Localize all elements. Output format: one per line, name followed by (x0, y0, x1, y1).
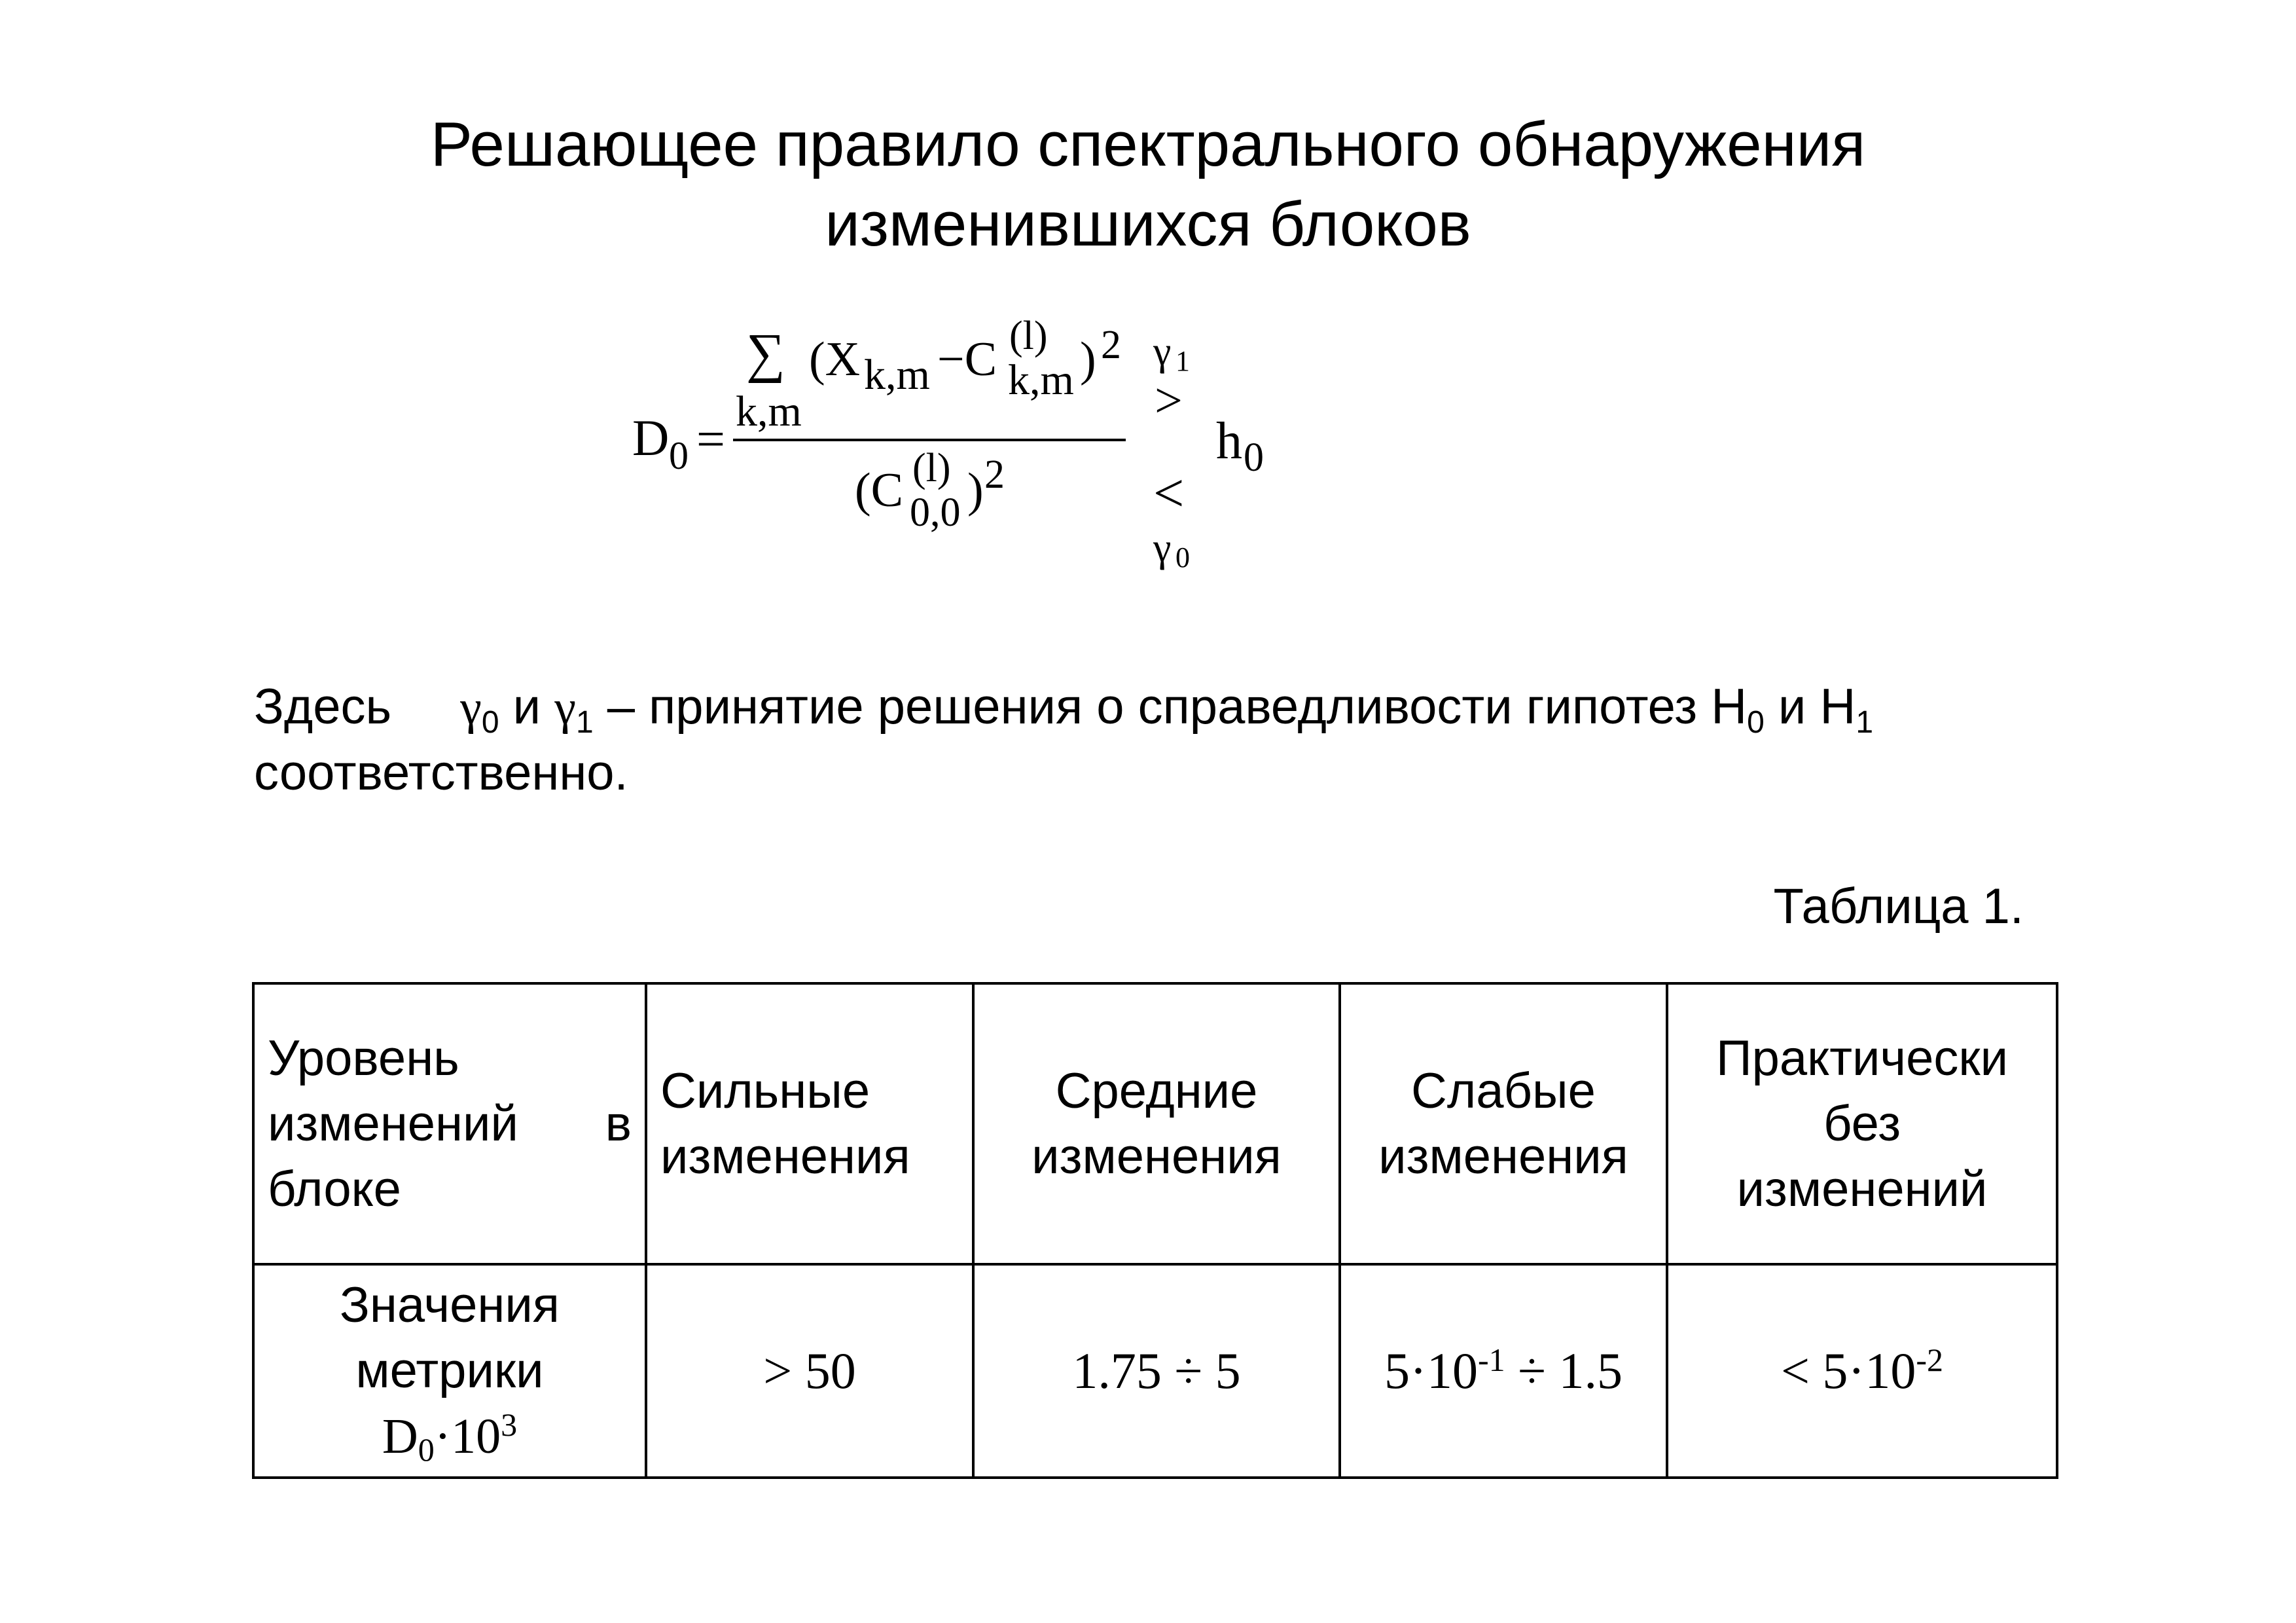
fraction-bar (733, 439, 1126, 441)
greater-sign: > (1155, 373, 1183, 428)
gamma-zero: γ (460, 681, 482, 735)
upper-gamma-sub: 1 (1175, 345, 1190, 377)
word-here: Здесь (254, 679, 392, 735)
denominator-open: (C (855, 464, 903, 517)
gamma-one: γ (554, 681, 576, 735)
explanation-paragraph (254, 674, 2047, 806)
word-and-h: и H (1778, 679, 1856, 735)
paragraph-middle: – принятие решения о справедливости гипотез H (607, 679, 1748, 735)
lower-gamma-sub: 0 (1175, 541, 1190, 574)
header-none-cell (1667, 983, 2057, 1264)
numerator-power: 2 (1101, 323, 1121, 367)
metric-symbol-d: D (382, 1409, 418, 1464)
upper-gamma: γ (1153, 329, 1172, 374)
header-level-line-3: блоке (268, 1161, 401, 1217)
paragraph-line-1 (254, 674, 2047, 740)
value-weak-rest: ÷ 1.5 (1505, 1342, 1623, 1399)
den-subscript: 0,0 (910, 490, 961, 535)
value-none-exp: -2 (1916, 1341, 1944, 1378)
header-weak-cell (1340, 983, 1667, 1264)
value-strong-cell: > 50 (646, 1264, 973, 1478)
header-none-line-3: изменений (1736, 1161, 1988, 1217)
paragraph-line-2: соответственно. (254, 745, 628, 801)
threshold-sub: 0 (1244, 435, 1264, 480)
header-strong-line-2: изменения (660, 1128, 910, 1184)
sum-symbol: ∑ (746, 323, 785, 384)
value-weak-cell (1340, 1264, 1667, 1478)
word-and-1: и (512, 679, 541, 735)
metric-symbol-sub: 0 (418, 1431, 435, 1468)
lhs-d: D (632, 409, 670, 466)
header-level-line-2 (268, 1091, 632, 1157)
less-sign: < (1153, 463, 1185, 524)
decision-rule-formula (0, 0, 2296, 589)
metric-symbol (268, 1404, 632, 1469)
table-caption: Таблица 1. (1773, 879, 2024, 934)
minus-c: −C (937, 333, 997, 386)
header-weak-line-2: изменения (1378, 1128, 1628, 1184)
denominator-close: ) (967, 464, 984, 517)
header-medium-line-2: изменения (1031, 1128, 1282, 1184)
gamma-zero-sub: 0 (481, 705, 499, 740)
metric-label-cell (253, 1264, 646, 1478)
h0-sub: 0 (1747, 705, 1765, 740)
lhs-subscript: 0 (669, 434, 689, 477)
denominator-power: 2 (984, 452, 1005, 497)
title-line-1: Решающее правило спектрального обнаружения (430, 109, 1866, 179)
value-medium-cell: 1.75 ÷ 5 (973, 1264, 1340, 1478)
header-medium-cell (973, 983, 1340, 1264)
x-subscript: k,m (864, 351, 930, 399)
sum-index: k,m (736, 388, 802, 435)
header-level-word-changes: изменений (268, 1095, 518, 1152)
metric-line-1: Значения (340, 1277, 560, 1333)
value-none-base: < 5·10 (1780, 1342, 1916, 1399)
metric-line-2: метрики (355, 1343, 544, 1398)
value-none-cell (1667, 1264, 2057, 1478)
numerator-open: (X (809, 333, 861, 386)
value-weak-base: 5·10 (1384, 1342, 1478, 1399)
equals-sign: = (696, 410, 725, 467)
lower-gamma: γ (1153, 526, 1172, 570)
change-levels-table (252, 982, 2058, 1479)
title-line-2: изменившихся блоков (825, 189, 1471, 259)
header-strong-cell (646, 983, 973, 1264)
metric-symbol-sup: 3 (501, 1406, 518, 1443)
header-medium-line-1: Средние (1055, 1063, 1258, 1119)
header-level-cell (253, 983, 646, 1264)
header-level-line-1: Уровень (268, 1030, 459, 1086)
table-header-row (253, 983, 2057, 1264)
den-superscript: (l) (912, 446, 951, 490)
threshold-h: h (1216, 412, 1242, 470)
numerator-close: ) (1080, 333, 1096, 386)
header-strong-line-1: Сильные (660, 1063, 870, 1119)
gamma-one-sub: 1 (575, 705, 594, 740)
value-weak-exp: -1 (1478, 1341, 1505, 1378)
header-none-line-2: без (1823, 1095, 1901, 1152)
table-values-row (253, 1264, 2057, 1478)
h1-sub: 1 (1856, 705, 1874, 740)
c-superscript: (l) (1009, 314, 1048, 358)
header-level-word-in: в (605, 1095, 632, 1152)
c-subscript: k,m (1008, 356, 1074, 404)
header-weak-line-1: Слабые (1411, 1063, 1596, 1119)
metric-symbol-rest: ·10 (434, 1409, 501, 1464)
header-none-line-1: Практически (1715, 1030, 2009, 1086)
